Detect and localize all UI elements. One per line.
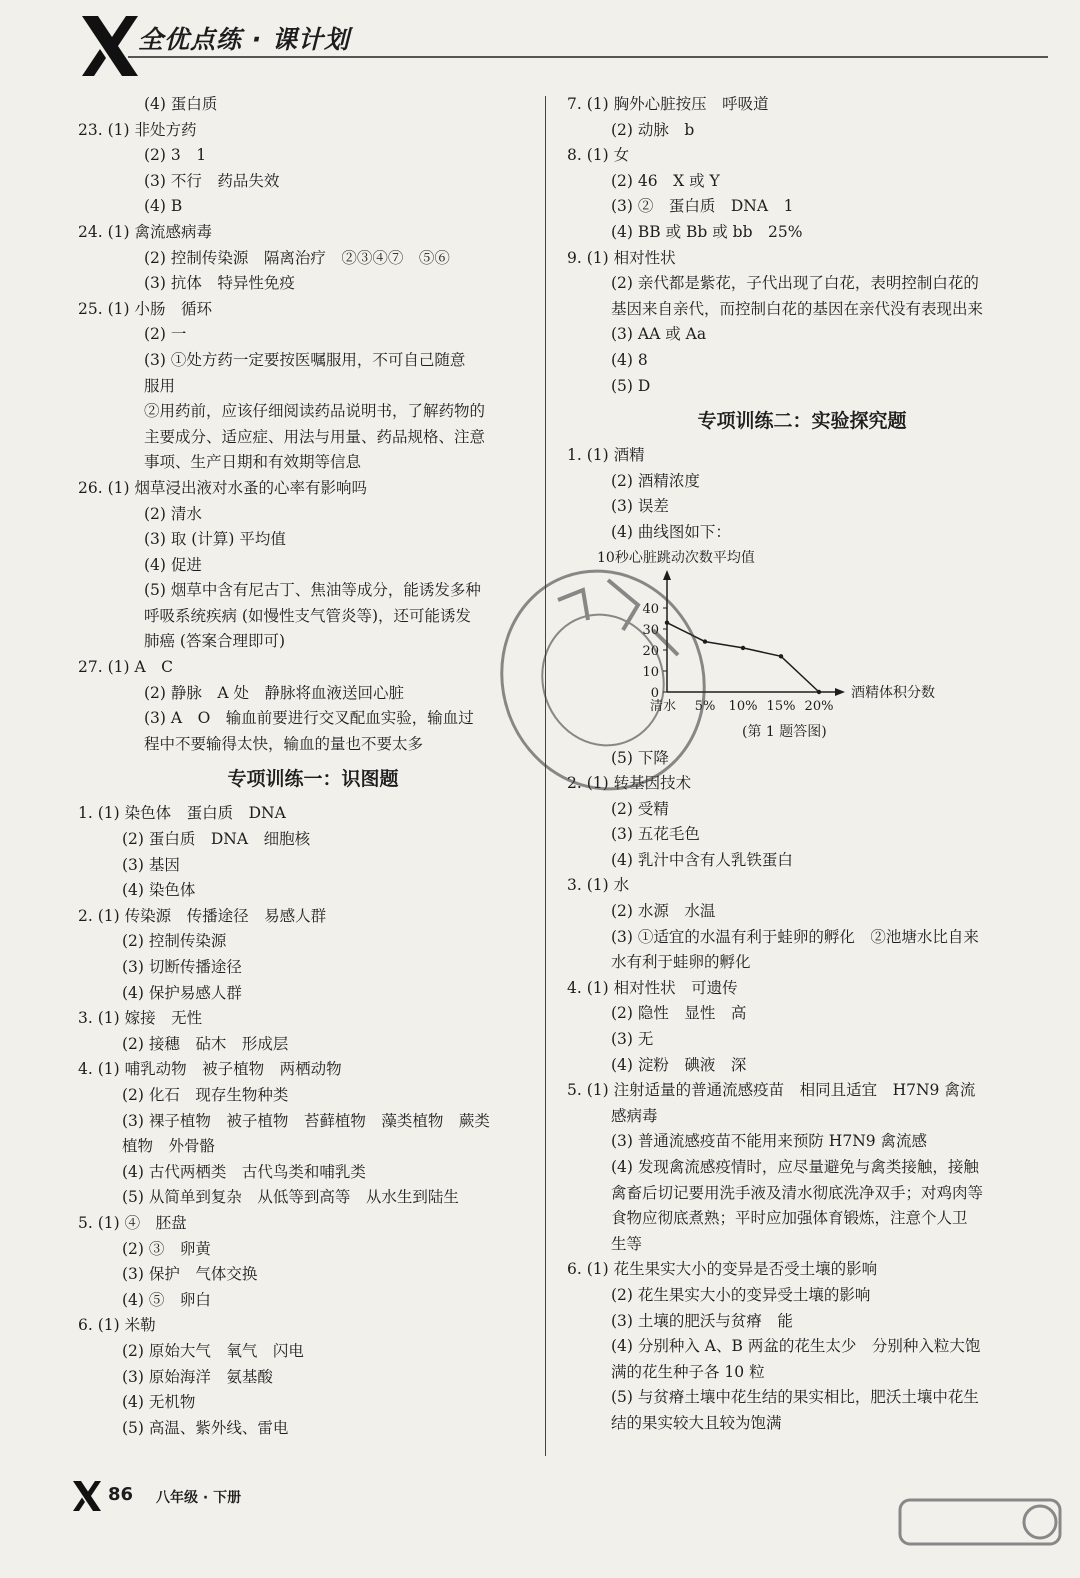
answer-line: 4. (1) 哺乳动物 被子植物 两栖动物 (78, 1060, 342, 1079)
answer-line: (3) ①适宜的水温有利于蛙卵的孵化 ②池塘水比自来 (611, 927, 979, 946)
brand-logo-icon (80, 14, 140, 78)
right-column-top (567, 92, 1037, 546)
answer-line: 7. (1) 胸外心脏按压 呼吸道 (567, 95, 769, 113)
answer-line: (5) 高温、紫外线、雷电 (122, 1418, 289, 1437)
answer-line: (4) 无机物 (122, 1393, 196, 1412)
answer-line: (3) 五花毛色 (611, 825, 700, 844)
answer-line: 26. (1) 烟草浸出液对水蚤的心率有影响吗 (78, 478, 367, 497)
answer-line: 27. (1) A C (78, 658, 174, 677)
y-tick-label: 30 (642, 622, 659, 638)
answer-line: 25. (1) 小肠 循环 (78, 299, 212, 318)
answer-line: (2) 原始大气 氧气 闪电 (122, 1341, 304, 1360)
answer-line: 禽畜后切记要用洗手液及清水彻底洗净双手；对鸡肉等 (611, 1183, 984, 1202)
chart-title: 10秒心脏跳动次数平均值 (597, 549, 755, 566)
answer-line: (5) D (611, 376, 651, 395)
answer-line: 5. (1) ④ 胚盘 (78, 1213, 187, 1232)
answer-line: (4) 发现禽流感疫情时，应尽量避免与禽类接触，接触 (611, 1158, 979, 1176)
answer-line: (2) 酒精浓度 (611, 471, 700, 490)
answer-line: 2. (1) 转基因技术 (567, 774, 692, 793)
answer-line: (2) 接穗 砧木 形成层 (122, 1034, 289, 1053)
answer-line: (2) 清水 (144, 504, 202, 523)
answer-line: (4) 8 (611, 350, 648, 369)
data-point (779, 654, 783, 658)
answer-line: (4) ⑤ 卵白 (122, 1290, 211, 1309)
answer-line: (3) 裸子植物 被子植物 苔藓植物 藻类植物 蕨类 (122, 1111, 490, 1130)
answer-line: (2) 水源 水温 (611, 902, 716, 921)
x-tick-label: 10% (728, 698, 758, 714)
answer-line: (2) 隐性 显性 高 (611, 1004, 747, 1023)
answer-line: 服用 (144, 376, 176, 395)
right-column-bottom (567, 746, 1037, 1437)
answer-line: 程中不要输得太快，输血的量也不要太多 (144, 734, 424, 753)
answer-line: (3) 土壤的肥沃与贫瘠 能 (611, 1311, 793, 1330)
series-line (667, 622, 819, 691)
answer-line: 23. (1) 非处方药 (78, 120, 197, 139)
answer-line: (3) 抗体 特异性免疫 (144, 274, 295, 293)
answer-line: (5) 烟草中含有尼古丁、焦油等成分，能诱发多种 (144, 581, 481, 600)
y-tick-label: 40 (642, 601, 659, 617)
heart-rate-chart (567, 546, 1037, 746)
answer-line: 感病毒 (611, 1106, 658, 1125)
grade-label: 八年级 · 下册 (156, 1490, 242, 1506)
left-column (78, 92, 548, 1441)
answer-line: (3) AA 或 Aa (611, 325, 707, 344)
answer-line: 水有利于蛙卵的孵化 (611, 953, 751, 972)
answer-line: (3) 切断传播途径 (122, 958, 242, 976)
answer-line: 肺癌 (答案合理即可) (144, 632, 286, 651)
answer-line: (4) 曲线图如下： (611, 522, 731, 541)
answer-line: (2) 蛋白质 DNA 细胞核 (122, 830, 311, 849)
answer-line: (3) 普通流感疫苗不能用来预防 H7N9 禽流感 (611, 1132, 928, 1151)
answer-line: (2) ③ 卵黄 (122, 1239, 211, 1258)
data-point (703, 639, 707, 643)
answer-line: 24. (1) 禽流感病毒 (78, 222, 212, 241)
answer-line: (3) ①处方药一定要按医嘱服用，不可自己随意 (144, 350, 466, 369)
answer-line: (3) 不行 药品失效 (144, 171, 280, 190)
x-tick-label: 20% (804, 698, 834, 714)
answer-line: 4. (1) 相对性状 可遗传 (567, 978, 738, 997)
answer-line: 满的花生种子各 10 粒 (611, 1362, 765, 1381)
answer-line: 6. (1) 米勒 (78, 1316, 156, 1335)
answer-line: (4) B (144, 197, 183, 216)
answer-line: (3) 基因 (122, 855, 180, 874)
answer-line: (5) 下降 (611, 748, 669, 767)
y-axis-arrow (663, 570, 671, 580)
y-tick-label: 0 (650, 685, 659, 701)
x-tick-label: 15% (766, 698, 796, 714)
answer-line: 1. (1) 酒精 (567, 446, 645, 465)
answer-line: 6. (1) 花生果实大小的变异是否受土壤的影响 (567, 1260, 878, 1279)
answer-line: (2) 亲代都是紫花，子代出现了白花，表明控制白花的 (611, 274, 979, 293)
x-axis-label: 酒精体积分数 (851, 684, 935, 701)
answer-line: 9. (1) 相对性状 (567, 248, 676, 267)
answer-line: 2. (1) 传染源 传播途径 易感人群 (78, 906, 327, 925)
x-axis-arrow (835, 688, 845, 696)
answer-line: (2) 控制传染源 隔离治疗 ②③④⑦ ⑤⑥ (144, 248, 450, 267)
answer-line: (5) 从简单到复杂 从低等到高等 从水生到陆生 (122, 1188, 459, 1207)
answer-line: (4) 分别种入 A、B 两盆的花生太少 分别种入粒大饱 (611, 1337, 981, 1356)
right-column (567, 92, 1037, 1437)
answer-line: (2) 46 X 或 Y (611, 171, 720, 190)
data-point (741, 645, 745, 649)
footer-logo-icon (72, 1480, 102, 1512)
data-point (817, 689, 821, 693)
answer-line: (3) 原始海洋 氨基酸 (122, 1367, 273, 1386)
header-rule (128, 56, 1048, 58)
x-tick-label: 清水 (649, 698, 677, 714)
answer-line: 8. (1) 女 (567, 146, 630, 165)
section-title: 专项训练一：识图题 (227, 768, 399, 791)
answer-line: (5) 与贫瘠土壤中花生结的果实相比，肥沃土壤中花生 (611, 1388, 979, 1407)
answer-line: (4) 淀粉 碘液 深 (611, 1055, 747, 1074)
answer-line: 基因来自亲代，而控制白花的基因在亲代没有表现出来 (611, 299, 984, 318)
x-tick-label: 5% (694, 698, 716, 714)
answer-line: (2) 一 (144, 325, 187, 344)
section-title: 专项训练二：实验探究题 (697, 410, 907, 433)
answer-line: (4) 乳汁中含有人乳铁蛋白 (611, 850, 793, 869)
answer-line: 3. (1) 嫁接 无性 (78, 1009, 203, 1028)
answer-line: 5. (1) 注射适量的普通流感疫苗 相同且适宜 H7N9 禽流 (567, 1081, 976, 1100)
page-number: 86 (108, 1484, 134, 1505)
answer-line: (2) 动脉 b (611, 120, 695, 139)
answer-line: (3) 保护 气体交换 (122, 1265, 258, 1284)
answer-line: 食物应彻底煮熟；平时应加强体育锻炼，注意个人卫 (611, 1209, 968, 1228)
answer-line: 1. (1) 染色体 蛋白质 DNA (78, 804, 286, 823)
answer-line: (4) 染色体 (122, 881, 196, 900)
column-divider (545, 96, 546, 1456)
answer-line: 3. (1) 水 (567, 876, 630, 895)
answer-line: (4) 促进 (144, 555, 202, 574)
answer-line: (3) A O 输血前要进行交叉配血实验，输血过 (144, 709, 474, 728)
y-tick-label: 10 (642, 664, 659, 680)
answer-line: 生等 (611, 1234, 643, 1253)
answer-line: (2) 控制传染源 (122, 932, 227, 951)
answer-line: (2) 受精 (611, 799, 669, 818)
chart-container (567, 546, 1037, 746)
data-point (665, 620, 669, 624)
answer-line: (4) 蛋白质 (144, 95, 218, 113)
answer-line: (4) 古代两栖类 古代鸟类和哺乳类 (122, 1162, 366, 1181)
answer-line: (2) 化石 现存生物种类 (122, 1085, 289, 1104)
answer-line: (3) ② 蛋白质 DNA 1 (611, 197, 794, 216)
corner-watermark-icon (890, 1492, 1070, 1572)
answer-line: (3) 取 (计算) 平均值 (144, 530, 286, 549)
answer-line: (3) 误差 (611, 497, 669, 516)
answer-line: (4) 保护易感人群 (122, 983, 242, 1002)
y-tick-label: 20 (642, 643, 659, 659)
answer-line: (2) 3 1 (144, 146, 207, 165)
answer-line: 结的果实较大且较为饱满 (611, 1413, 782, 1432)
book-title: 全优点练 · 课计划 (138, 25, 350, 54)
answer-line: (3) 无 (611, 1030, 654, 1049)
answer-line: 呼吸系统疾病 (如慢性支气管炎等)，还可能诱发 (144, 606, 472, 625)
answer-line: 植物 外骨骼 (122, 1137, 216, 1156)
page-header (0, 0, 1080, 90)
answer-line: (2) 花生果实大小的变异受土壤的影响 (611, 1285, 871, 1304)
answer-line: 主要成分、适应症、用法与用量、药品规格、注意 (144, 427, 486, 446)
answer-line: ②用药前，应该仔细阅读药品说明书，了解药物的 (144, 402, 486, 421)
chart-caption: (第 1 题答图) (742, 723, 827, 740)
answer-line: (2) 静脉 A 处 静脉将血液送回心脏 (144, 683, 405, 702)
answer-line: (4) BB 或 Bb 或 bb 25% (611, 222, 803, 241)
answer-line: 事项、生产日期和有效期等信息 (144, 453, 362, 472)
